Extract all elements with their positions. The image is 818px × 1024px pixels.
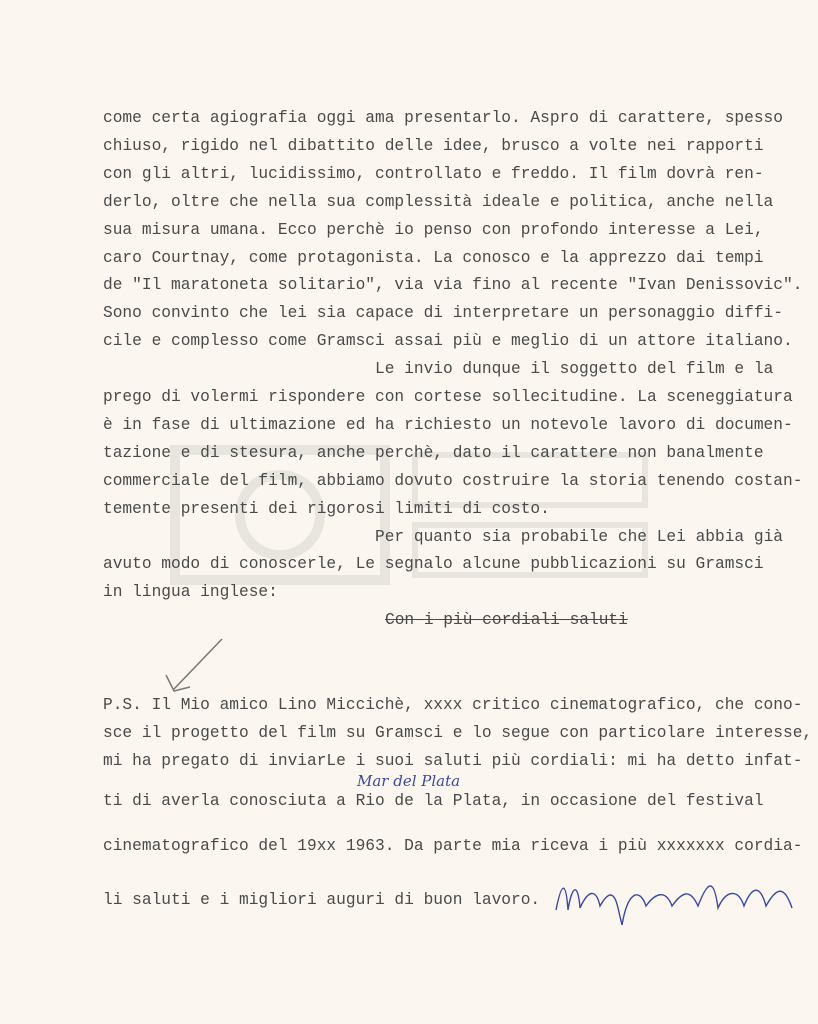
handwritten-arrow-icon (160, 635, 230, 693)
text-line: chiuso, rigido nel dibattito delle idee, brusco a volte nei rapporti (103, 136, 764, 155)
ps-line: P.S. Il Mio amico Lino Miccichè, xxxx critico cinematografico, che cono- (103, 696, 803, 714)
ps-line: li saluti e i migliori auguri di buon lavoro. (103, 891, 541, 909)
text-line: come certa agiografia oggi ama presentarlo. Aspro di carattere, spesso (103, 109, 783, 127)
text-line: con gli altri, lucidissimo, controllato e freddo. Il film dovrà ren- (103, 164, 764, 183)
text-line: cile e complesso come Gramsci assai più e meglio di un attore italiano. (103, 332, 793, 351)
text-line: commerciale del film, abbiamo dovuto costruire la storia tenendo costan- (103, 471, 803, 490)
ps-line: cinematografico del 19xx 1963. Da parte mia riceva i più xxxxxxx cordia- (103, 837, 803, 855)
text-line: derlo, oltre che nella sua complessità ideale e politica, anche nella (103, 192, 774, 211)
text-line: de "Il maratoneta solitario", via via fino al recente "Ivan Denissovic". (103, 276, 803, 295)
text-line: sua misura umana. Ecco perchè io penso con profondo interesse a Lei, (103, 220, 764, 239)
closing-struck-through: Con i più cordiali saluti (385, 611, 628, 629)
signature (548, 870, 808, 935)
text-line: caro Courtnay, come protagonista. La conosco e la apprezzo dai tempi (103, 248, 764, 267)
handwritten-correction: Mar del Plata (357, 772, 461, 790)
text-line: prego di volermi rispondere con cortese sollecitudine. La sceneggiatura (103, 388, 793, 406)
text-line: temente presenti dei rigorosi limiti di costo. (103, 499, 550, 518)
text-line: Sono convinto che lei sia capace di interpretare un personaggio diffi- (103, 304, 783, 323)
text-line: Per quanto sia probabile che Lei abbia già (375, 527, 783, 546)
ps-line: mi ha pregato di inviarLe i suoi saluti più cordiali: mi ha detto infat- (103, 752, 803, 770)
text-line: è in fase di ultimazione ed ha richiesto un notevole lavoro di documen- (103, 415, 793, 434)
text-line: Le invio dunque il soggetto del film e la (375, 360, 774, 379)
text-line: tazione e di stesura, anche perchè, dato il carattere non banalmente (103, 443, 764, 462)
text-line: in lingua inglese: (103, 583, 278, 602)
ps-line: sce il progetto del film su Gramsci e lo segue con particolare interesse, (103, 724, 813, 742)
text-line: avuto modo di conoscerle, Le segnalo alcune pubblicazioni su Gramsci (103, 555, 764, 574)
ps-line: ti di averla conosciuta a Rio de la Plata, in occasione del festival (103, 792, 764, 810)
